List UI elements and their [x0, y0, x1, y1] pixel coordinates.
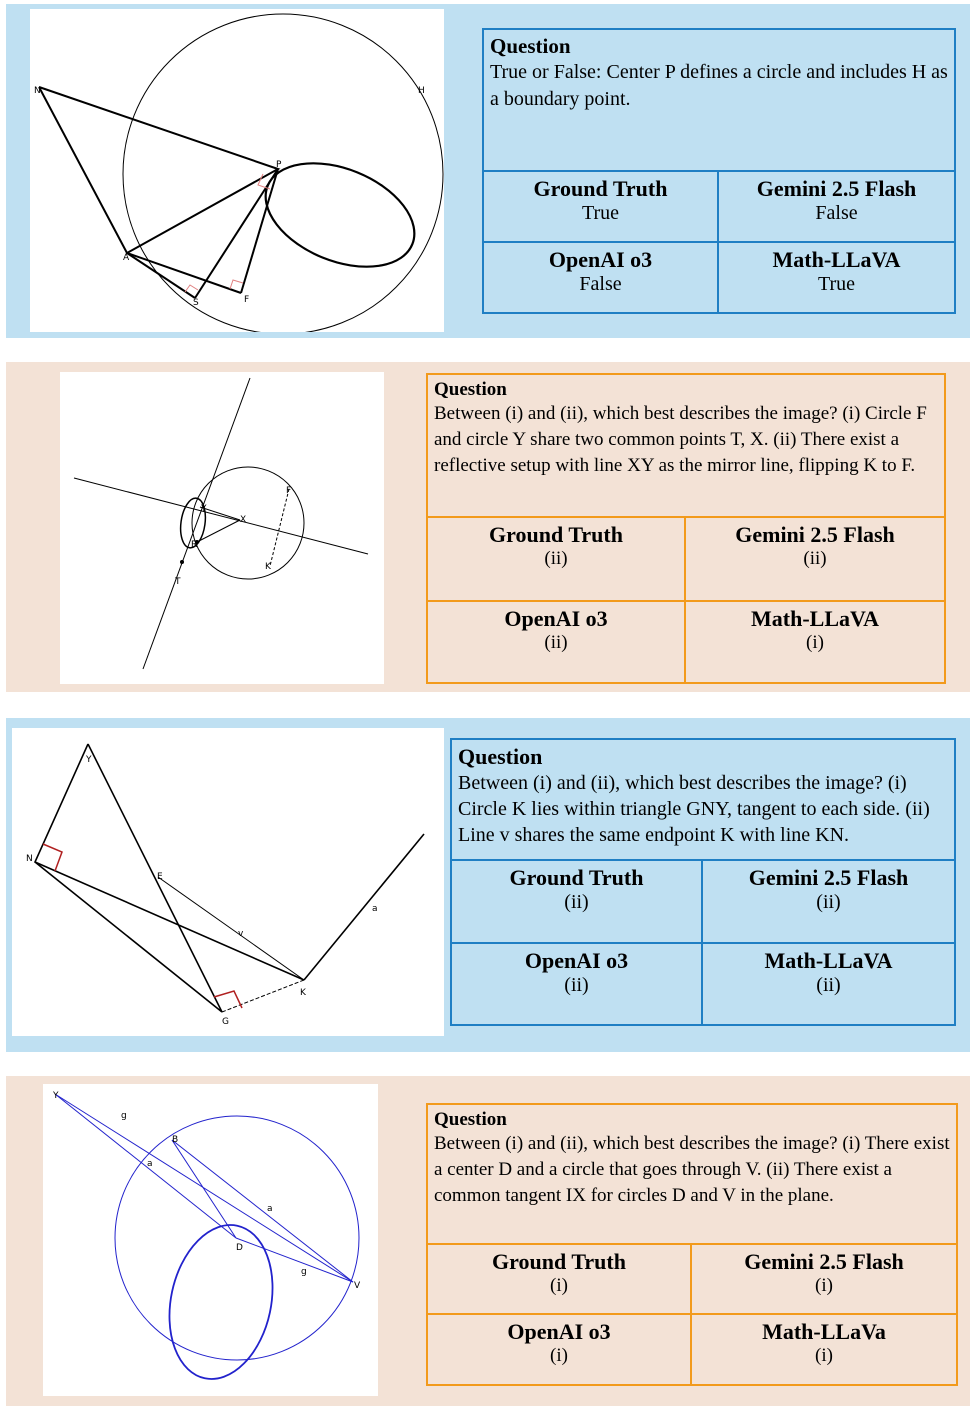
- label-T: T: [175, 577, 181, 587]
- model-name: OpenAI o3: [504, 606, 608, 631]
- label-D: D: [236, 1243, 243, 1253]
- model-name: OpenAI o3: [524, 948, 629, 973]
- label-a: a: [372, 904, 378, 914]
- answer-openai-o3: [428, 602, 686, 682]
- label-Y: Y: [53, 1091, 59, 1101]
- model-answer: (i): [806, 632, 824, 653]
- label-F: F: [286, 486, 292, 496]
- figure-1-svg: [30, 9, 444, 332]
- answer-grid: [452, 861, 954, 1024]
- figure-4-svg: [43, 1084, 378, 1396]
- label-a-left: a: [147, 1159, 153, 1169]
- answer-math-llava: [686, 602, 944, 682]
- answer-gemini: [719, 172, 954, 243]
- question-heading: Question: [434, 1109, 507, 1130]
- question-box: [428, 1105, 956, 1245]
- question-heading: Question: [434, 379, 507, 400]
- question-text: True or False: Center P defines a circle and includes H as a boundary point.: [490, 61, 948, 110]
- model-answer: (ii): [803, 548, 827, 569]
- qa-card-3: [450, 738, 956, 1026]
- answer-openai-o3: [484, 243, 719, 312]
- model-answer: (i): [815, 1345, 833, 1366]
- question-box: [484, 30, 954, 172]
- answer-math-llava: [692, 1315, 956, 1384]
- question-text: Between (i) and (ii), which best describes the image? (i) Circle K lies within triangle GNY, tangent to each side. (ii) Line v shares the same endpoint K with line KN.: [458, 772, 930, 846]
- answer-openai-o3: [428, 1315, 692, 1384]
- model-name: Ground Truth: [533, 176, 668, 201]
- figure-3-svg: [12, 728, 444, 1036]
- label-a-right: a: [267, 1204, 273, 1214]
- label-H: H: [418, 86, 425, 96]
- question-heading: Question: [490, 34, 571, 58]
- model-name: Ground Truth: [509, 865, 644, 890]
- question-text: Between (i) and (ii), which best describes the image? (i) There exist a center D and a circle that goes through V. (ii) There exist a common tangent IX for circles D and V in the plane.: [434, 1133, 950, 1206]
- example-panel-3: [6, 718, 970, 1052]
- answer-ground-truth: [428, 1245, 692, 1315]
- model-answer: False: [815, 202, 858, 224]
- label-R: R: [191, 540, 198, 550]
- model-name: Math-LLaVA: [772, 247, 901, 272]
- answer-ground-truth: [452, 861, 703, 944]
- answer-gemini: [686, 518, 944, 602]
- model-answer: (ii): [816, 974, 841, 996]
- label-g-lower: g: [301, 1267, 307, 1277]
- example-panel-4: [6, 1076, 970, 1406]
- model-name: Gemini 2.5 Flash: [756, 176, 917, 201]
- model-answer: (ii): [564, 891, 589, 913]
- geometry-figure-4: [43, 1084, 378, 1396]
- label-S: S: [193, 298, 199, 308]
- model-name: Gemini 2.5 Flash: [744, 1249, 904, 1274]
- label-K: K: [265, 562, 271, 572]
- model-name: Ground Truth: [492, 1249, 626, 1274]
- model-answer: (i): [550, 1345, 568, 1366]
- geometry-figure-2: [60, 372, 384, 684]
- model-name: Gemini 2.5 Flash: [748, 865, 909, 890]
- model-answer: (ii): [564, 974, 589, 996]
- model-name: OpenAI o3: [507, 1319, 611, 1344]
- question-box: [452, 740, 954, 861]
- label-E: E: [157, 872, 163, 882]
- model-answer: (ii): [544, 632, 568, 653]
- label-X: X: [240, 515, 247, 525]
- model-name: Math-LLaVA: [751, 606, 879, 631]
- label-B: B: [172, 1135, 179, 1145]
- model-name: Ground Truth: [489, 522, 623, 547]
- label-V: V: [354, 1281, 361, 1291]
- geometry-figure-1: [30, 9, 444, 332]
- example-panel-2: [6, 362, 970, 692]
- label-G: G: [222, 1017, 229, 1027]
- label-K: K: [300, 988, 306, 998]
- question-heading: Question: [458, 744, 543, 769]
- figure-2-svg: [60, 372, 384, 684]
- qa-card-2: [426, 373, 946, 684]
- label-A: A: [123, 253, 130, 263]
- model-answer: True: [581, 202, 620, 224]
- answer-math-llava: [703, 944, 954, 1024]
- model-answer: (ii): [816, 891, 841, 913]
- model-name: Gemini 2.5 Flash: [735, 522, 895, 547]
- answer-gemini: [703, 861, 954, 944]
- model-answer: (i): [550, 1275, 568, 1296]
- label-P: P: [276, 160, 282, 170]
- answer-grid: [428, 518, 944, 682]
- model-answer: True: [817, 273, 856, 295]
- answer-grid: [484, 172, 954, 312]
- label-Y: Y: [201, 504, 207, 514]
- model-name: Math-LLaVa: [762, 1319, 886, 1344]
- answer-ground-truth: [484, 172, 719, 243]
- label-N: N: [34, 86, 41, 96]
- label-Y: Y: [86, 755, 92, 765]
- question-box: [428, 375, 944, 518]
- model-name: OpenAI o3: [548, 247, 653, 272]
- label-v: v: [238, 929, 244, 939]
- qa-card-1: [482, 28, 956, 314]
- answer-openai-o3: [452, 944, 703, 1024]
- label-F: F: [244, 295, 250, 305]
- geometry-figure-3: [12, 728, 444, 1036]
- answer-ground-truth: [428, 518, 686, 602]
- model-answer: (i): [815, 1275, 833, 1296]
- answer-gemini: [692, 1245, 956, 1315]
- answer-grid: [428, 1245, 956, 1384]
- qa-card-4: [426, 1103, 958, 1386]
- question-text: Between (i) and (ii), which best describes the image? (i) Circle F and circle Y share two common points T, X. (ii) There exist a reflective setup with line XY as the mirror line, flipping K to F.: [434, 403, 927, 476]
- label-g-upper: g: [121, 1111, 127, 1121]
- answer-math-llava: [719, 243, 954, 312]
- model-name: Math-LLaVA: [764, 948, 893, 973]
- model-answer: False: [579, 273, 622, 295]
- model-answer: (ii): [544, 548, 568, 569]
- example-panel-1: [6, 4, 970, 338]
- label-N: N: [26, 854, 33, 864]
